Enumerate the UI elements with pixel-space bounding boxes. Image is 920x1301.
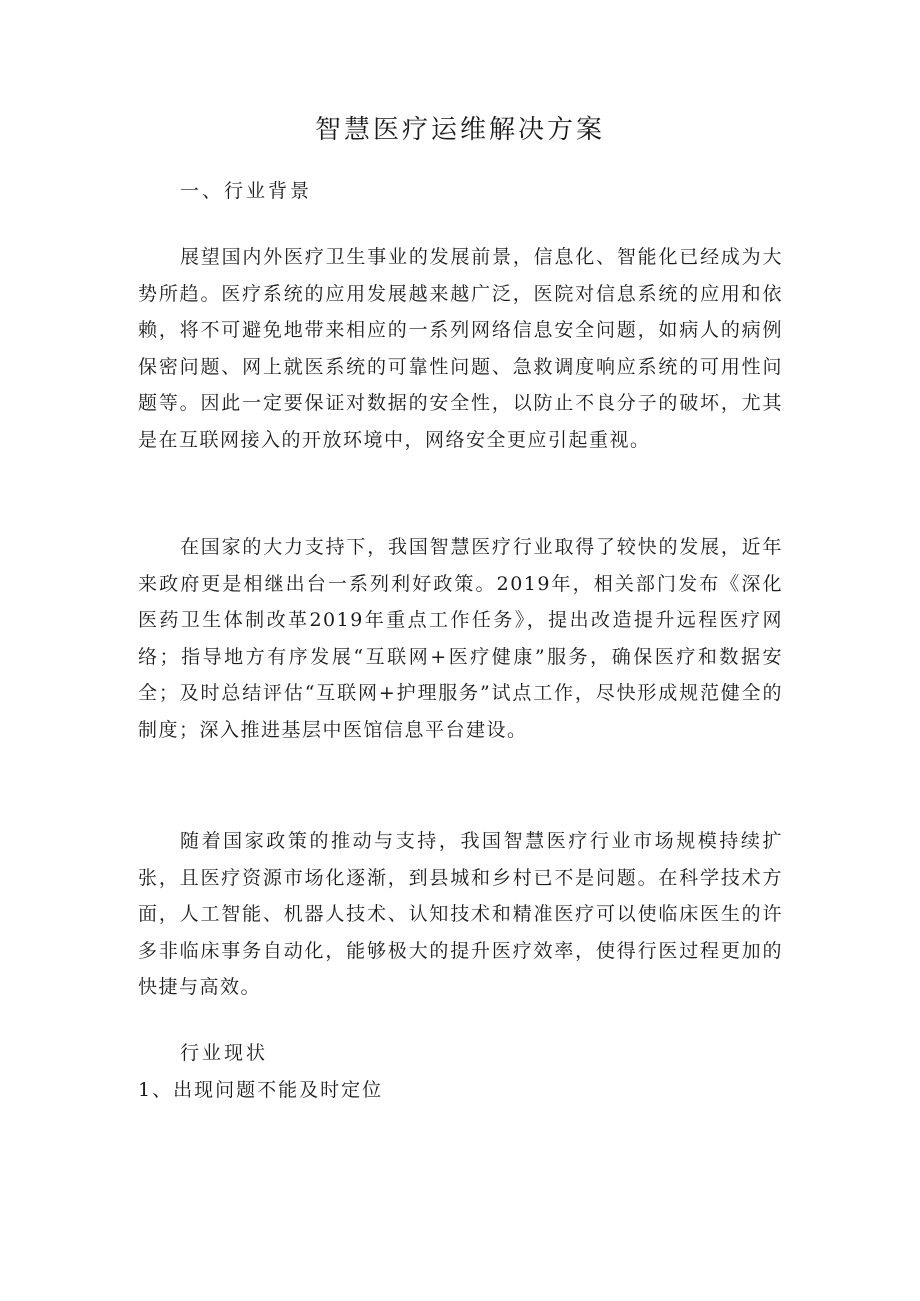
section-heading-industry-background: 一、行业背景	[180, 180, 313, 202]
paragraph-3: 随着国家政策的推动与支持，我国智慧医疗行业市场规模持续扩张，且医疗资源市场化逐渐，到县城和乡村已不是问题。在科学技术方面，人工智能、机器人技术、认知技术和精准医疗可以使临床医生的许多非临床事务自动化，能够极大的提升医疗效率，使得行医过程更加的快捷与高效。	[138, 830, 783, 998]
document-title: 智慧医疗运维解决方案	[314, 115, 605, 145]
paragraph-1: 展望国内外医疗卫生事业的发展前景，信息化、智能化已经成为大势所趋。医疗系统的应用发展越来越广泛，医院对信息系统的应用和依赖，将不可避免地带来相应的一系列网络信息安全问题，如病人的病例保密问题、网上就医系统的可靠性问题、急救调度响应系统的可用性问题等。因此一定要保证对数据的安全性，以防止不良分子的破坏，尤其是在互联网接入的开放环境中，网络安全更应引起重视。	[138, 246, 783, 451]
paragraph-2: 在国家的大力支持下，我国智慧医疗行业取得了较快的发展，近年来政府更是相继出台一系列利好政策。2019年，相关部门发布《深化医药卫生体制改革2019年重点工作任务》，提出改造提升远程医疗网络；指导地方有序发展“互联网+医疗健康”服务，确保医疗和数据安全；及时总结评估“互联网+护理服务”试点工作，尽快形成规范健全的制度；深入推进基层中医馆信息平台建设。	[138, 536, 783, 741]
section-heading-industry-status: 行业现状	[180, 1042, 269, 1064]
list-item-1: 1、出现问题不能及时定位	[138, 1079, 384, 1101]
